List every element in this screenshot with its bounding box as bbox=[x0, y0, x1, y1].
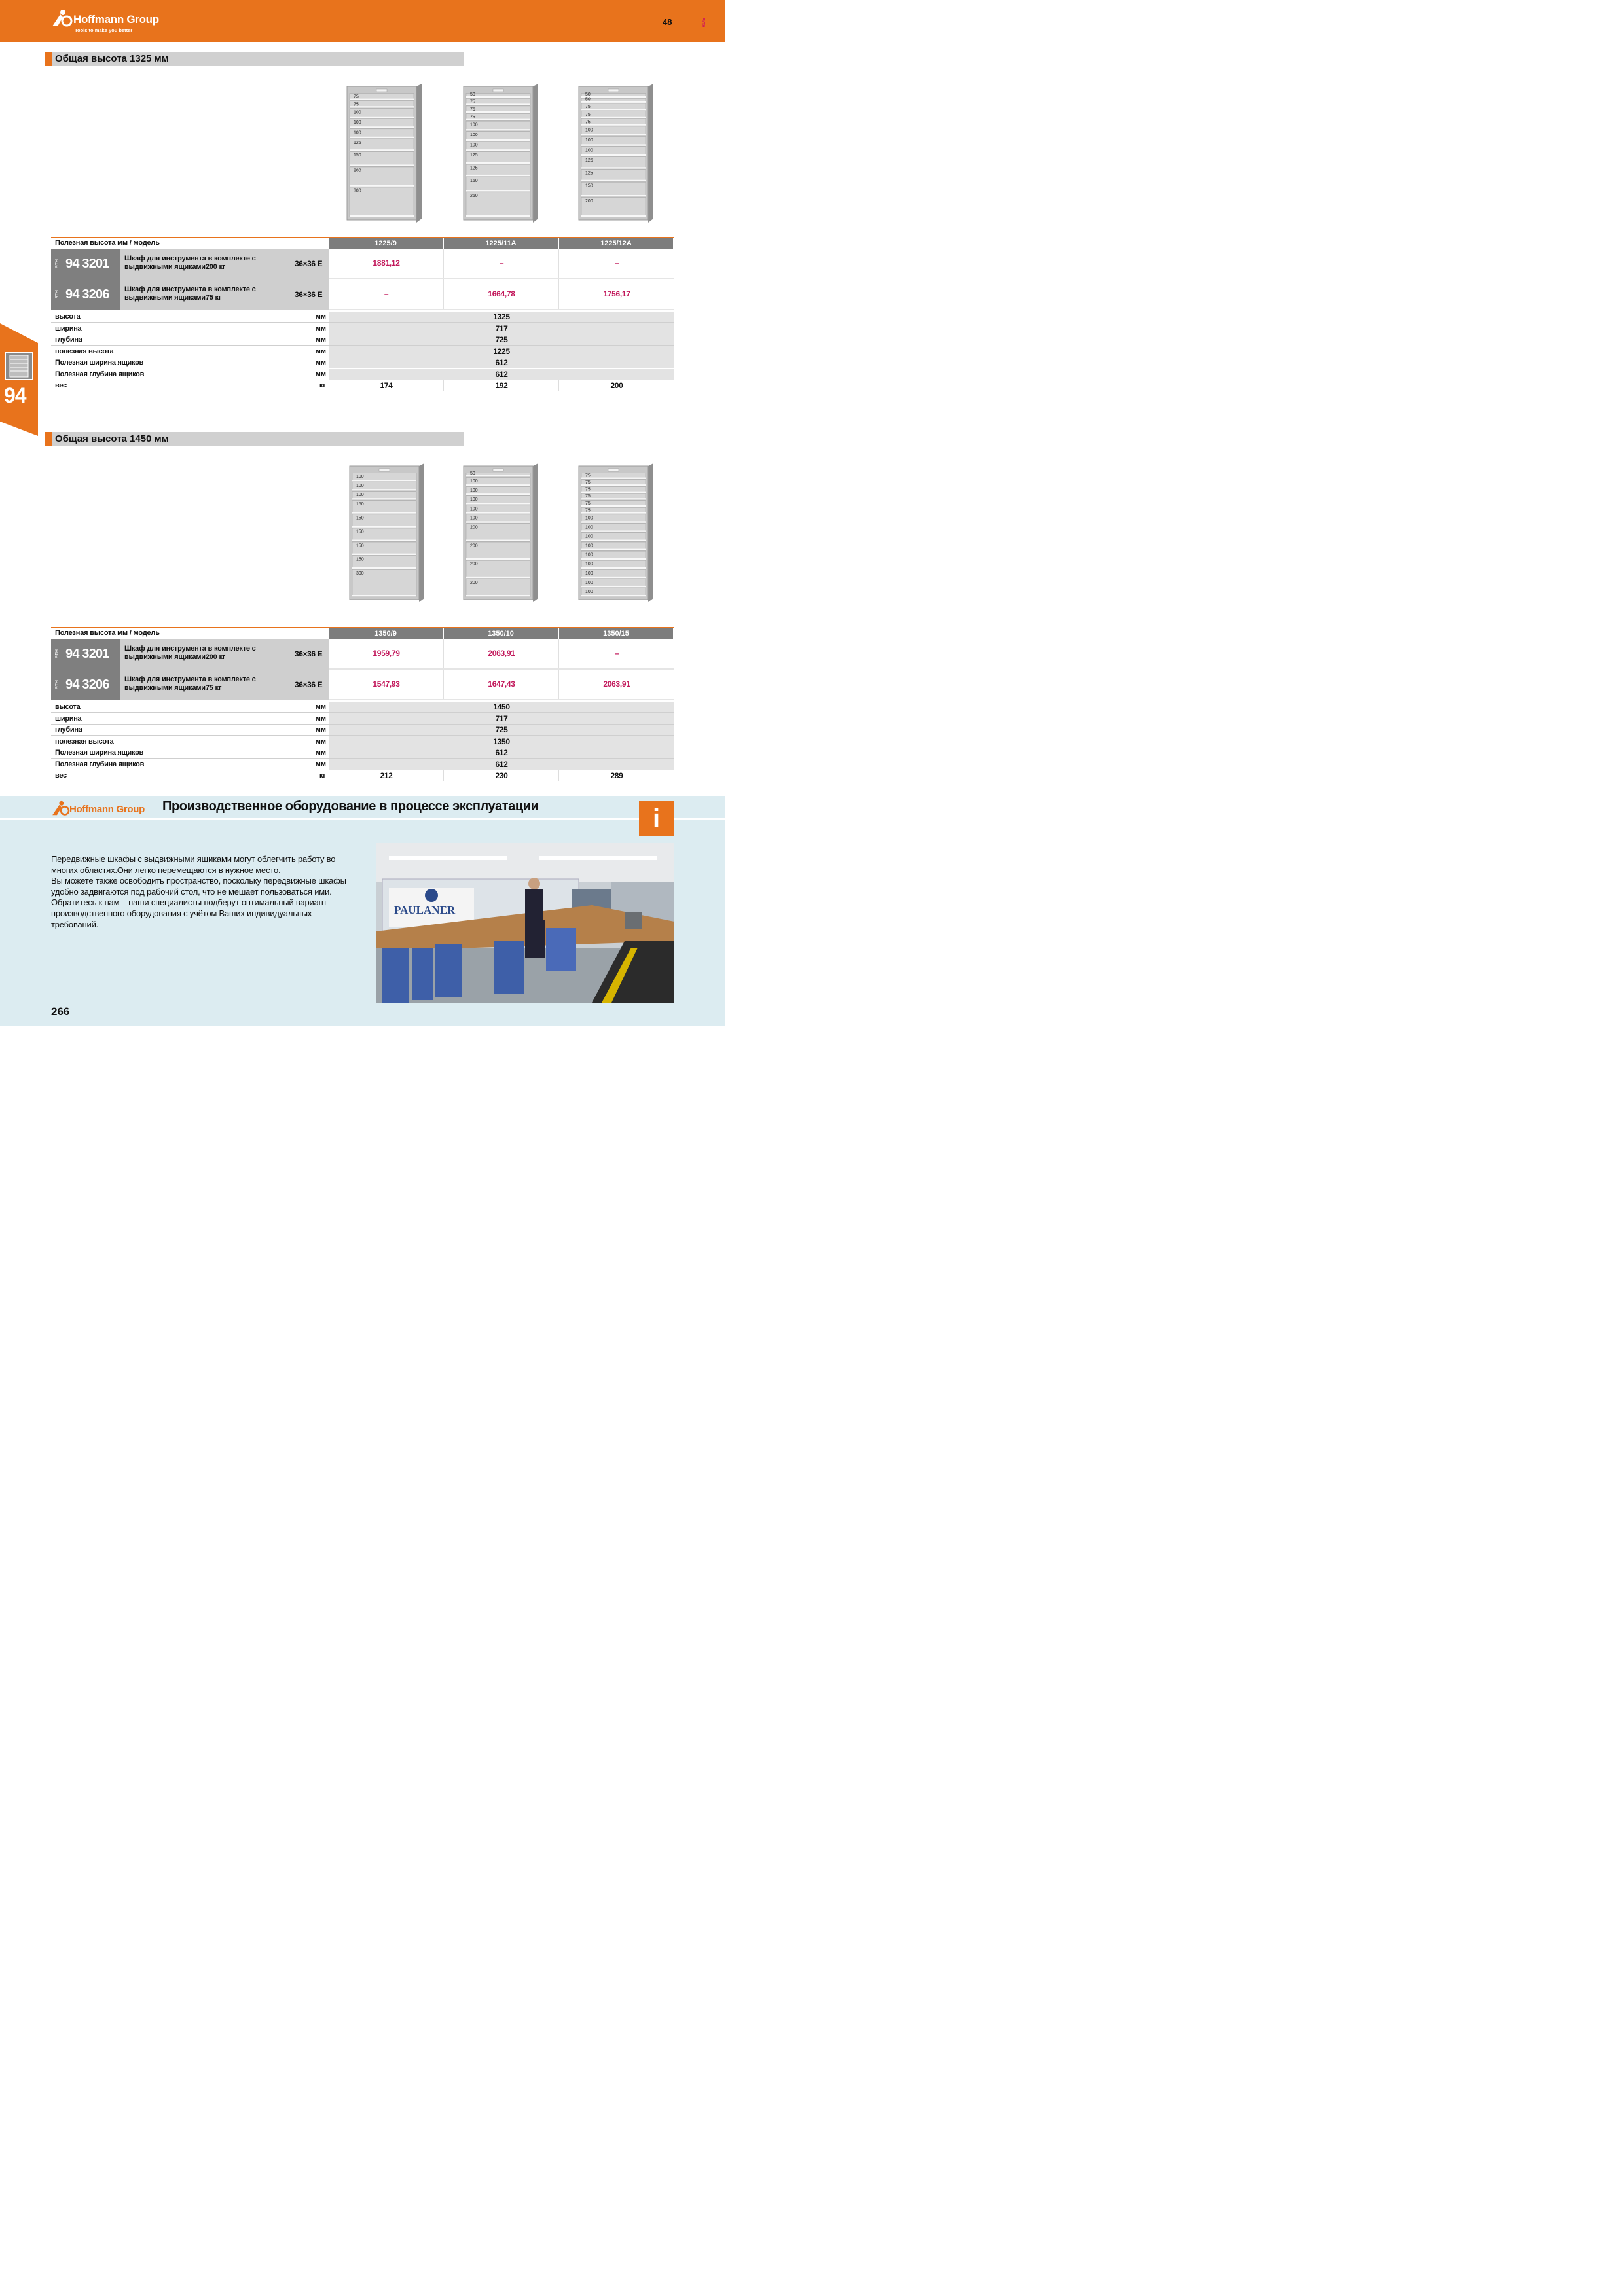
product-code-cell bbox=[51, 249, 120, 279]
product-description-cell bbox=[120, 249, 329, 279]
spec-unit: мм bbox=[315, 347, 326, 355]
drawer-handle bbox=[350, 126, 414, 128]
price-cell: 2063,91 bbox=[488, 649, 515, 658]
spec-value: 717 bbox=[495, 323, 508, 333]
drawer-handle bbox=[581, 505, 646, 507]
drawer-height-label: 100 bbox=[470, 497, 478, 503]
info-text-line: Обратитесь к нам – наши специалисты подберут оптимальный вариант bbox=[51, 897, 327, 908]
chapter-number: 94 bbox=[4, 384, 26, 407]
info-text-line: Вы можете также освободить пространство, поскольку передвижные шкафы bbox=[51, 876, 346, 886]
drawer-height-label: 75 bbox=[585, 501, 591, 506]
drawer-handle bbox=[581, 478, 646, 479]
spec-unit: мм bbox=[315, 324, 326, 332]
section-title: Общая высота 1325 мм bbox=[55, 53, 169, 64]
drawer-height-label: 100 bbox=[356, 484, 364, 489]
drawer-height-label: 75 bbox=[585, 494, 591, 499]
drawer-height-label: 100 bbox=[585, 589, 593, 594]
drawer-height-label: 75 bbox=[585, 487, 591, 492]
language-code: RUE bbox=[702, 18, 706, 27]
heading-accent bbox=[45, 52, 52, 66]
drawer-handle bbox=[466, 149, 530, 151]
spec-unit: мм bbox=[315, 714, 326, 723]
spec-value: 717 bbox=[495, 713, 508, 723]
drawer-height-label: 75 bbox=[470, 107, 475, 113]
spec-label: ширина bbox=[55, 324, 82, 332]
weight-value: 212 bbox=[380, 771, 393, 780]
drawer-height-label: 125 bbox=[470, 166, 478, 171]
spec-label: ширина bbox=[55, 714, 82, 723]
drawer-handle bbox=[350, 99, 414, 100]
spec-label: глубина bbox=[55, 336, 82, 344]
product-code-cell bbox=[51, 279, 120, 310]
model-header: 1225/11A bbox=[444, 238, 558, 249]
weight-value: 200 bbox=[610, 381, 623, 390]
model-header: 1350/9 bbox=[329, 628, 443, 639]
drawer-handle bbox=[581, 180, 646, 181]
hoffmann-logo-icon bbox=[51, 9, 73, 27]
drawer-height-label: 100 bbox=[585, 525, 593, 530]
product-description: Шкаф для инструмента в комплекте с выдвижными ящиками75 кг bbox=[124, 675, 256, 692]
column-divider bbox=[443, 670, 444, 699]
spec-value: 1450 bbox=[493, 702, 510, 711]
drawer-handle bbox=[581, 492, 646, 493]
spec-label: Полезная глубина ящиков bbox=[55, 370, 145, 378]
drawer-height-label: 100 bbox=[354, 120, 361, 125]
spec-row bbox=[51, 736, 674, 747]
spec-row bbox=[51, 312, 674, 323]
product-size: 36×36 E bbox=[295, 259, 323, 268]
weight-row bbox=[51, 770, 674, 781]
drawer-height-label: 100 bbox=[354, 130, 361, 135]
spec-unit: мм bbox=[315, 749, 326, 757]
spec-unit: мм bbox=[315, 726, 326, 734]
drawer-height-label: 150 bbox=[354, 153, 361, 158]
drawer-handle bbox=[350, 106, 414, 107]
drawer-height-label: 75 bbox=[585, 480, 591, 486]
drawer-height-label: 75 bbox=[354, 102, 359, 107]
drawer-handle bbox=[352, 554, 416, 555]
spec-label: полезная высота bbox=[55, 737, 114, 745]
weight-label: вес bbox=[55, 772, 67, 780]
drawer-handle bbox=[581, 117, 646, 118]
product-code-cell bbox=[51, 639, 120, 670]
model-header: 1225/9 bbox=[329, 238, 443, 249]
spec-unit: мм bbox=[315, 703, 326, 711]
column-divider bbox=[443, 249, 444, 278]
weight-unit: кг bbox=[319, 382, 326, 389]
price-cell: 1756,17 bbox=[603, 289, 630, 298]
drawer-handle bbox=[466, 215, 530, 217]
price-cell: 1647,43 bbox=[488, 679, 515, 689]
drawer-handle bbox=[466, 103, 530, 105]
drawer-handle bbox=[352, 489, 416, 490]
drawer-handle bbox=[581, 558, 646, 560]
product-prefix: 9TH bbox=[55, 649, 60, 658]
cabinet-drawing bbox=[576, 84, 656, 223]
cabinet-drawing bbox=[461, 84, 541, 223]
drawer-height-label: 50 bbox=[585, 97, 591, 102]
cabinet-drawing bbox=[347, 463, 427, 602]
product-prefix: 9TH bbox=[55, 680, 60, 689]
column-divider bbox=[443, 380, 444, 391]
weight-row bbox=[51, 380, 674, 391]
drawer-handle bbox=[581, 512, 646, 513]
drawer-handle bbox=[350, 185, 414, 186]
spec-label: Полезная ширина ящиков bbox=[55, 359, 143, 367]
info-text-line: производственного оборудования с учётом Ваших индивидуальных bbox=[51, 908, 312, 918]
drawer-handle bbox=[466, 493, 530, 495]
drawer-height-label: 125 bbox=[470, 153, 478, 158]
drawer-height-label: 100 bbox=[470, 479, 478, 484]
cabinet-drawing bbox=[576, 463, 656, 602]
drawer-handle bbox=[466, 175, 530, 176]
drawer-height-label: 100 bbox=[470, 143, 478, 148]
spec-unit: мм bbox=[315, 737, 326, 745]
column-divider bbox=[558, 670, 559, 699]
drawer-height-label: 100 bbox=[585, 562, 593, 567]
drawer-handle bbox=[466, 96, 530, 98]
drawer-height-label: 100 bbox=[354, 110, 361, 115]
drawer-handle bbox=[581, 595, 646, 596]
product-prefix: 9TH bbox=[55, 259, 60, 268]
product-row[interactable] bbox=[51, 639, 674, 670]
column-divider bbox=[558, 279, 559, 309]
product-row[interactable] bbox=[51, 279, 674, 310]
price-cell: – bbox=[614, 649, 619, 658]
drawer-handle bbox=[350, 164, 414, 166]
drawer-height-label: 200 bbox=[470, 525, 478, 530]
workshop-photo bbox=[376, 843, 674, 1003]
drawer-handle bbox=[581, 530, 646, 531]
drawer-handle bbox=[466, 162, 530, 164]
drawer-height-label: 75 bbox=[585, 120, 591, 125]
drawer-handle bbox=[581, 167, 646, 168]
price-cell: – bbox=[614, 259, 619, 268]
drawer-height-label: 75 bbox=[470, 115, 475, 120]
drawer-height-label: 125 bbox=[585, 158, 593, 163]
product-code: 94 3206 bbox=[65, 677, 109, 692]
column-divider bbox=[558, 639, 559, 668]
spec-label: полезная высота bbox=[55, 347, 114, 355]
drawer-height-label: 100 bbox=[585, 543, 593, 548]
spec-value: 612 bbox=[495, 358, 508, 367]
spec-unit: мм bbox=[315, 336, 326, 344]
column-divider bbox=[558, 770, 559, 781]
spec-value: 1325 bbox=[493, 312, 510, 321]
drawer-handle bbox=[466, 540, 530, 541]
spec-row bbox=[51, 357, 674, 368]
drawer-height-label: 200 bbox=[470, 543, 478, 548]
drawer-height-label: 100 bbox=[585, 534, 593, 539]
spec-value: 612 bbox=[495, 748, 508, 757]
header-label: Полезная высота мм / модель bbox=[55, 239, 160, 247]
cabinet-drawing bbox=[344, 84, 424, 223]
page-number: 266 bbox=[51, 1005, 70, 1018]
info-brand-name: Hoffmann Group bbox=[69, 804, 145, 815]
drawer-handle bbox=[352, 512, 416, 513]
drawer-height-label: 100 bbox=[585, 516, 593, 521]
product-description-cell bbox=[120, 670, 329, 700]
spec-row bbox=[51, 713, 674, 725]
product-size: 36×36 E bbox=[295, 649, 323, 658]
table-header bbox=[51, 238, 674, 249]
column-divider bbox=[558, 380, 559, 391]
product-row[interactable] bbox=[51, 670, 674, 700]
hoffmann-logo-icon bbox=[51, 800, 71, 816]
drawer-height-label: 100 bbox=[470, 133, 478, 138]
drawer-height-label: 150 bbox=[356, 529, 364, 535]
product-description-cell bbox=[120, 279, 329, 310]
drawer-height-label: 75 bbox=[585, 473, 591, 478]
price-cell: – bbox=[384, 289, 389, 298]
drawer-handle bbox=[350, 215, 414, 217]
spec-unit: мм bbox=[315, 370, 326, 378]
drawer-handle bbox=[466, 475, 530, 476]
spec-value: 725 bbox=[495, 725, 508, 734]
drawer-handle bbox=[466, 129, 530, 130]
drawer-cabinet-icon bbox=[5, 352, 33, 380]
drawer-handle bbox=[352, 567, 416, 569]
drawer-handle bbox=[581, 134, 646, 135]
header-label: Полезная высота мм / модель bbox=[55, 629, 160, 637]
weight-value: 192 bbox=[495, 381, 508, 390]
drawer-height-label: 75 bbox=[585, 112, 591, 117]
spec-value: 612 bbox=[495, 369, 508, 379]
drawer-handle bbox=[352, 595, 416, 596]
weight-label: вес bbox=[55, 382, 67, 389]
cabinet-drawing bbox=[461, 463, 541, 602]
spec-unit: мм bbox=[315, 359, 326, 367]
drawer-handle bbox=[581, 109, 646, 110]
drawer-handle bbox=[466, 521, 530, 522]
spec-value: 612 bbox=[495, 759, 508, 769]
drawer-handle bbox=[581, 144, 646, 145]
drawer-handle bbox=[466, 111, 530, 113]
drawer-handle bbox=[466, 484, 530, 486]
product-size: 36×36 E bbox=[295, 290, 323, 299]
drawer-handle bbox=[352, 498, 416, 499]
drawer-height-label: 150 bbox=[585, 183, 593, 188]
drawer-handle bbox=[466, 558, 530, 560]
weight-unit: кг bbox=[319, 772, 326, 780]
drawer-height-label: 250 bbox=[470, 194, 478, 199]
product-description: Шкаф для инструмента в комплекте с выдвижными ящиками75 кг bbox=[124, 285, 256, 302]
price-cell: 1547,93 bbox=[373, 679, 400, 689]
catalog-page bbox=[0, 0, 725, 1026]
weight-value: 289 bbox=[610, 771, 623, 780]
drawer-handle bbox=[350, 117, 414, 118]
weight-value: 174 bbox=[380, 381, 393, 390]
drawer-handle bbox=[581, 577, 646, 578]
product-size: 36×36 E bbox=[295, 680, 323, 689]
spec-label: глубина bbox=[55, 726, 82, 734]
paulaner-banner: PAULANER bbox=[394, 904, 456, 916]
drawer-handle bbox=[581, 195, 646, 196]
drawer-height-label: 100 bbox=[470, 507, 478, 512]
drawer-handle bbox=[352, 526, 416, 527]
spec-row bbox=[51, 369, 674, 380]
drawer-height-label: 75 bbox=[585, 105, 591, 110]
drawer-height-label: 200 bbox=[354, 168, 361, 173]
spec-row bbox=[51, 747, 674, 759]
drawer-height-label: 200 bbox=[470, 562, 478, 567]
drawer-handle bbox=[581, 498, 646, 499]
drawer-height-label: 200 bbox=[470, 580, 478, 585]
drawer-height-label: 125 bbox=[585, 171, 593, 176]
spec-row bbox=[51, 334, 674, 346]
drawer-height-label: 100 bbox=[585, 137, 593, 143]
model-header: 1350/10 bbox=[444, 628, 558, 639]
drawer-handle bbox=[581, 154, 646, 156]
model-header: 1225/12A bbox=[559, 238, 673, 249]
spec-row bbox=[51, 346, 674, 357]
info-text-line: удобно задвигаются под рабочий стол, что не мешает пользоваться ими. bbox=[51, 886, 332, 897]
drawer-height-label: 150 bbox=[356, 543, 364, 548]
weight-value: 230 bbox=[495, 771, 508, 780]
drawer-handle bbox=[466, 119, 530, 120]
product-row[interactable] bbox=[51, 249, 674, 279]
drawer-height-label: 100 bbox=[470, 516, 478, 521]
header-bar bbox=[0, 0, 725, 42]
drawer-height-label: 100 bbox=[585, 128, 593, 133]
drawer-handle bbox=[581, 567, 646, 569]
spec-unit: мм bbox=[315, 760, 326, 768]
spec-value: 1350 bbox=[493, 736, 510, 746]
drawer-height-label: 50 bbox=[470, 471, 475, 476]
info-icon: i bbox=[639, 801, 674, 836]
drawer-height-label: 75 bbox=[470, 99, 475, 105]
drawer-height-label: 100 bbox=[585, 148, 593, 153]
product-code: 94 3206 bbox=[65, 287, 109, 302]
drawer-height-label: 100 bbox=[470, 488, 478, 493]
section-heading bbox=[45, 52, 464, 66]
info-text bbox=[51, 854, 365, 930]
section-heading bbox=[45, 432, 464, 446]
info-divider bbox=[0, 818, 725, 820]
drawer-handle bbox=[581, 96, 646, 98]
drawer-handle bbox=[466, 139, 530, 141]
heading-accent bbox=[45, 432, 52, 446]
drawer-handle bbox=[352, 540, 416, 541]
drawer-height-label: 150 bbox=[470, 178, 478, 183]
column-divider bbox=[558, 249, 559, 278]
spec-row bbox=[51, 759, 674, 770]
drawer-handle bbox=[581, 484, 646, 486]
drawer-height-label: 50 bbox=[585, 92, 591, 97]
drawer-handle bbox=[352, 480, 416, 481]
spec-unit: мм bbox=[315, 313, 326, 321]
info-text-line: требований. bbox=[51, 919, 99, 929]
drawer-height-label: 300 bbox=[354, 188, 361, 194]
table-header bbox=[51, 628, 674, 639]
info-title: Производственное оборудование в процессе эксплуатации bbox=[162, 799, 539, 814]
drawer-handle bbox=[466, 595, 530, 596]
product-code: 94 3201 bbox=[65, 647, 109, 661]
spec-value: 1225 bbox=[493, 346, 510, 356]
drawer-height-label: 75 bbox=[354, 94, 359, 99]
drawer-handle bbox=[581, 124, 646, 125]
price-cell: 1881,12 bbox=[373, 259, 400, 268]
product-code-cell bbox=[51, 670, 120, 700]
drawer-handle bbox=[466, 512, 530, 513]
drawer-height-label: 200 bbox=[585, 198, 593, 204]
drawer-handle bbox=[581, 540, 646, 541]
drawer-height-label: 50 bbox=[470, 92, 475, 97]
page-reference: 48 bbox=[663, 17, 672, 27]
brand-name: Hoffmann Group bbox=[73, 13, 159, 26]
price-cell: 2063,91 bbox=[603, 679, 630, 689]
column-divider bbox=[443, 279, 444, 309]
info-box bbox=[0, 796, 725, 1026]
price-cell: – bbox=[499, 259, 504, 268]
product-prefix: 9TH bbox=[55, 290, 60, 299]
product-code: 94 3201 bbox=[65, 257, 109, 271]
spec-row bbox=[51, 323, 674, 334]
drawer-handle bbox=[466, 503, 530, 504]
drawer-handle bbox=[350, 149, 414, 151]
drawer-handle bbox=[581, 101, 646, 103]
drawer-handle bbox=[581, 215, 646, 217]
drawer-height-label: 100 bbox=[585, 580, 593, 585]
spec-value: 725 bbox=[495, 335, 508, 344]
drawer-handle bbox=[581, 521, 646, 522]
drawer-handle bbox=[350, 137, 414, 138]
model-header: 1350/15 bbox=[559, 628, 673, 639]
spec-label: высота bbox=[55, 703, 81, 711]
spec-label: Полезная ширина ящиков bbox=[55, 749, 143, 757]
info-text-line: Передвижные шкафы с выдвижными ящиками могут облегчить работу во bbox=[51, 854, 336, 864]
column-divider bbox=[443, 770, 444, 781]
drawer-height-label: 300 bbox=[356, 571, 364, 576]
drawer-height-label: 100 bbox=[356, 493, 364, 498]
drawer-height-label: 100 bbox=[585, 571, 593, 576]
drawer-handle bbox=[466, 577, 530, 578]
column-divider bbox=[443, 639, 444, 668]
spec-label: высота bbox=[55, 313, 81, 321]
drawer-height-label: 150 bbox=[356, 557, 364, 562]
drawer-height-label: 100 bbox=[356, 475, 364, 479]
price-cell: 1959,79 bbox=[373, 649, 400, 658]
drawer-height-label: 100 bbox=[470, 122, 478, 128]
product-description-cell bbox=[120, 639, 329, 670]
product-description: Шкаф для инструмента в комплекте с выдвижными ящиками200 кг bbox=[124, 255, 256, 271]
price-cell: 1664,78 bbox=[488, 289, 515, 298]
drawer-height-label: 100 bbox=[585, 552, 593, 558]
spec-row bbox=[51, 725, 674, 736]
drawer-height-label: 150 bbox=[356, 502, 364, 507]
drawer-handle bbox=[581, 586, 646, 587]
product-description: Шкаф для инструмента в комплекте с выдвижными ящиками200 кг bbox=[124, 645, 256, 661]
info-text-line: многих областях.Они легко перемещаются в нужное место. bbox=[51, 865, 281, 875]
brand-tagline: Tools to make you better bbox=[75, 27, 133, 33]
drawer-height-label: 150 bbox=[356, 516, 364, 521]
drawer-handle bbox=[581, 549, 646, 550]
drawer-height-label: 75 bbox=[585, 508, 591, 513]
spec-row bbox=[51, 702, 674, 713]
drawer-handle bbox=[466, 190, 530, 191]
section-title: Общая высота 1450 мм bbox=[55, 433, 169, 444]
spec-label: Полезная глубина ящиков bbox=[55, 760, 145, 768]
drawer-height-label: 125 bbox=[354, 140, 361, 145]
